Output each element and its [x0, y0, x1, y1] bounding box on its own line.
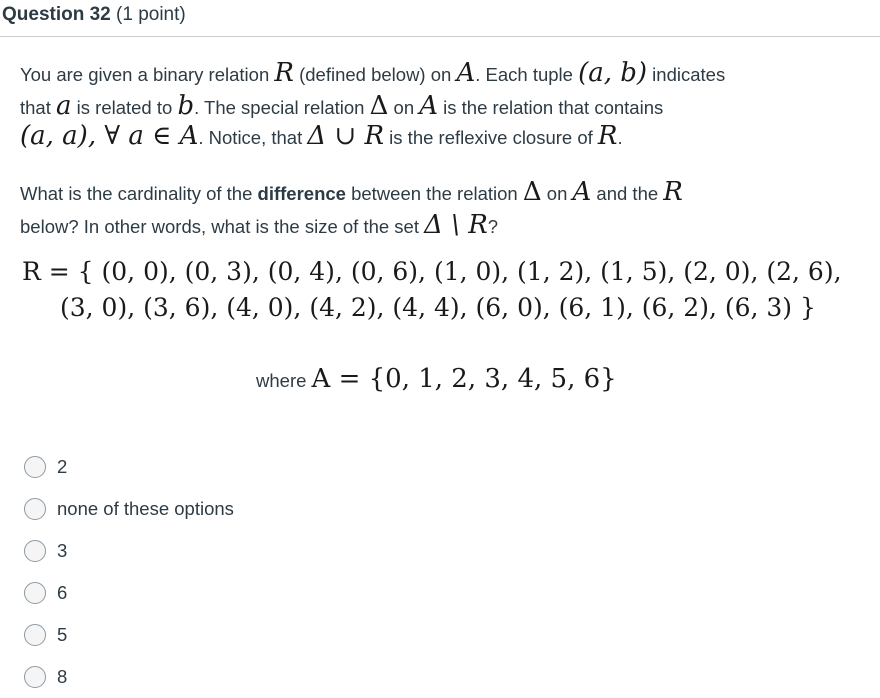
question-header: [0, 0, 880, 37]
paragraph-2-line-1: What is the cardinality of the difference between the relation Δ on A and the R: [20, 177, 683, 207]
radio-button[interactable]: [24, 624, 46, 646]
question-title: Question 32 (1 point): [2, 4, 186, 25]
answer-option-label: 8: [57, 666, 68, 687]
answer-option-label: none of these options: [57, 498, 234, 519]
where-line: where A = {0, 1, 2, 3, 4, 5, 6}: [256, 364, 617, 394]
radio-button[interactable]: [24, 540, 46, 562]
paragraph-2-line-2: below? In other words, what is the size of the set Δ \ R?: [20, 210, 499, 240]
answer-option-label: 6: [57, 582, 68, 603]
question-points: (1 point): [116, 4, 186, 25]
answer-option-label: 2: [57, 456, 68, 477]
radio-button[interactable]: [24, 456, 46, 478]
relation-line-1: R = { (0, 0), (0, 3), (0, 4), (0, 6), (1, 0), (1, 2), (1, 5), (2, 0), (2, 6),: [22, 257, 842, 286]
paragraph-1-line-3: (a, a), ∀ a ∈ A. Notice, that Δ ∪ R is the reflexive closure of R.: [20, 121, 623, 151]
relation-line-2: (3, 0), (3, 6), (4, 0), (4, 2), (4, 4), (6, 0), (6, 1), (6, 2), (6, 3) }: [60, 293, 816, 322]
paragraph-1-line-1: You are given a binary relation R (defined below) on A. Each tuple (a, b) indicates: [20, 58, 726, 88]
set-a-definition: A = {0, 1, 2, 3, 4, 5, 6}: [311, 364, 617, 394]
paragraph-1-line-2: that a is related to b. The special relation Δ on A is the relation that contains: [20, 91, 664, 121]
answer-option-label: 5: [57, 624, 68, 645]
radio-button[interactable]: [24, 666, 46, 688]
answer-option-label: 3: [57, 540, 68, 561]
radio-button[interactable]: [24, 498, 46, 520]
radio-button[interactable]: [24, 582, 46, 604]
